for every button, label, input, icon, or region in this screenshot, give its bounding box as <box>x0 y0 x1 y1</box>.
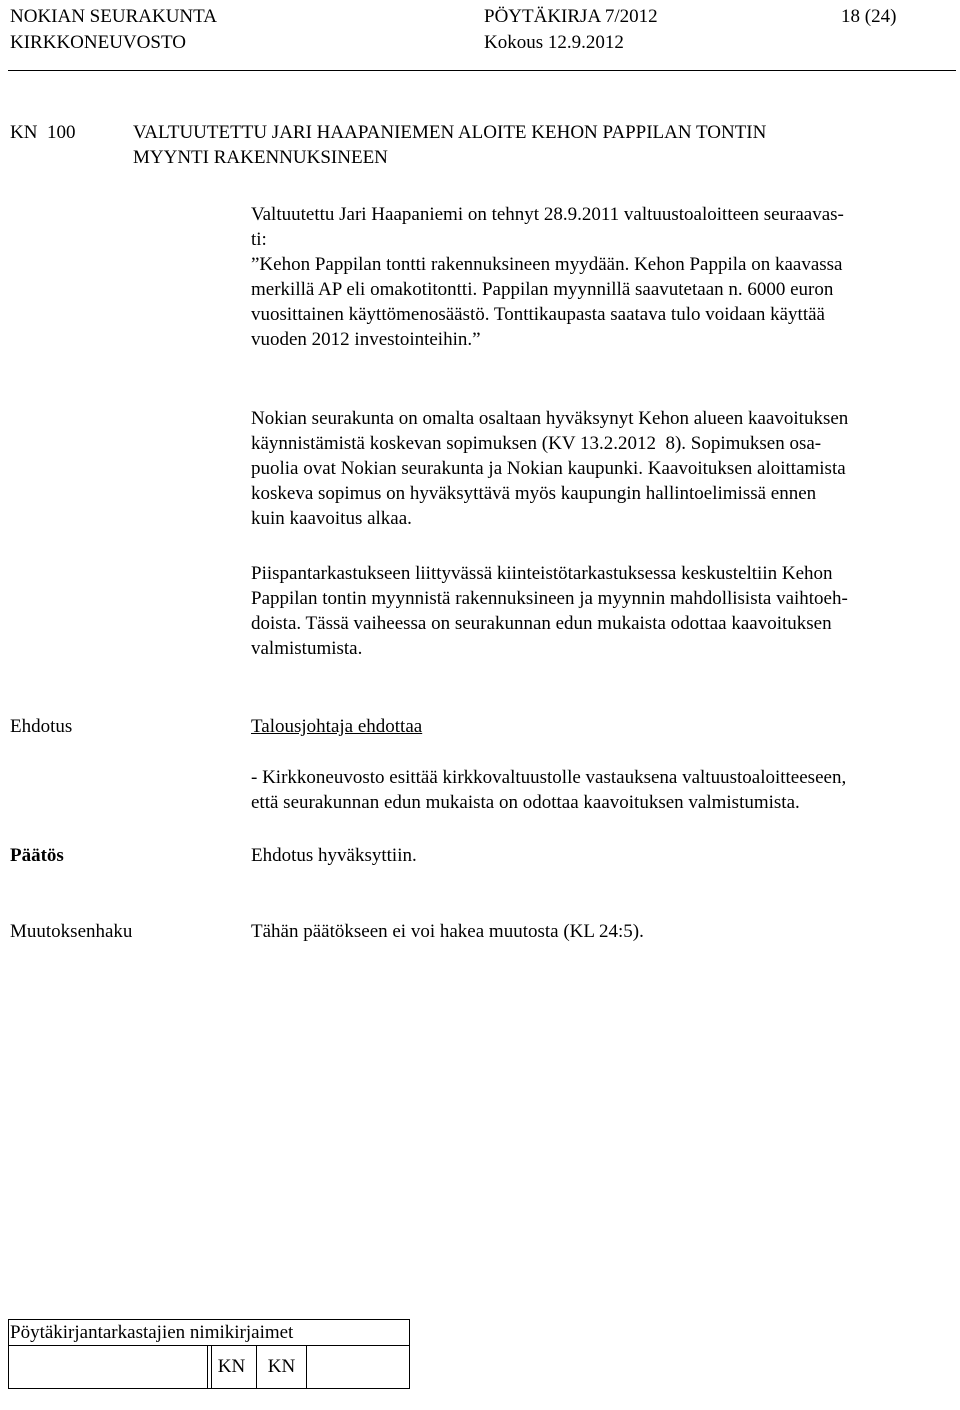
signature-box <box>8 1319 410 1389</box>
paragraph-line: Piispantarkastukseen liittyvässä kiinteistötarkastuksessa keskusteltiin Kehon <box>251 563 833 584</box>
signature-empty-cell <box>9 1346 211 1388</box>
appeal-label: Muutoksenhaku <box>10 921 133 942</box>
paragraph-line: Valtuutettu Jari Haapaniemi on tehnyt 28.9.2011 valtuustoaloitteen seuraavas- <box>251 204 844 225</box>
header-page-number: 18 (24) <box>841 6 897 27</box>
paragraph-line: vuosittainen käyttömenosäästö. Tonttikaupasta saatava tulo voidaan käyttää <box>251 304 825 325</box>
section-number: KN 100 <box>10 122 76 143</box>
appeal-text: Tähän päätökseen ei voi hakea muutosta (KL 24:5). <box>251 921 644 942</box>
header-document: PÖYTÄKIRJA 7/2012 <box>484 6 658 27</box>
paragraph-line: koskeva sopimus on hyväksyttävä myös kaupungin hallintoelimissä ennen <box>251 483 817 504</box>
paragraph-line: merkillä AP eli omakotitontti. Pappilan myynnillä saavutetaan n. 6000 euron <box>251 279 834 300</box>
paragraph-line: Nokian seurakunta on omalta osaltaan hyväksynyt Kehon alueen kaavoituksen <box>251 408 849 429</box>
paragraph-zoning-agreement <box>251 406 951 531</box>
proposal-line: että seurakunnan edun mukaista on odottaa kaavoituksen valmistumista. <box>251 792 800 813</box>
proposal-label: Ehdotus <box>10 716 73 737</box>
section-title-line: MYYNTI RAKENNUKSINEEN <box>133 147 388 168</box>
proposal-heading: Talousjohtaja ehdottaa <box>251 716 423 737</box>
paragraph-line: valmistumista. <box>251 638 363 659</box>
paragraph-line: puolia ovat Nokian seurakunta ja Nokian kaupunki. Kaavoituksen aloittamista <box>251 458 846 479</box>
signature-empty-cell <box>307 1346 409 1388</box>
paragraph-line: doista. Tässä vaiheessa on seurakunnan edun mukaista odottaa kaavoituksen <box>251 613 832 634</box>
section-title-line: VALTUUTETTU JARI HAAPANIEMEN ALOITE KEHON PAPPILAN TONTIN <box>133 122 767 143</box>
paragraph-line: kuin kaavoitus alkaa. <box>251 508 412 529</box>
paragraph-line: vuoden 2012 investointeihin.” <box>251 329 481 350</box>
header-meeting-date: Kokous 12.9.2012 <box>484 32 624 53</box>
signature-box-heading: Pöytäkirjantarkastajien nimikirjaimet <box>9 1320 409 1346</box>
paragraph-initiative <box>251 202 951 352</box>
decision-label: Päätös <box>10 845 64 866</box>
paragraph-line: käynnistämistä koskevan sopimuksen (KV 13.2.2012 8). Sopimuksen osa- <box>251 433 822 454</box>
signature-initials-2: KN <box>257 1346 307 1388</box>
proposal-text <box>251 765 951 815</box>
paragraph-line: ”Kehon Pappilan tontti rakennuksineen myydään. Kehon Pappila on kaavassa <box>251 254 843 275</box>
paragraph-line: ti: <box>251 229 267 250</box>
paragraph-line: Pappilan tontin myynnistä rakennuksineen ja myynnin mahdollisista vaihtoeh- <box>251 588 848 609</box>
decision-text: Ehdotus hyväksyttiin. <box>251 845 417 866</box>
header-rule <box>8 70 956 71</box>
proposal-line: - Kirkkoneuvosto esittää kirkkovaltuustolle vastauksena valtuustoaloitteeseen, <box>251 767 847 788</box>
section-title <box>133 120 933 170</box>
paragraph-inspection <box>251 561 951 661</box>
signature-initials-1: KN <box>207 1346 257 1388</box>
header-body: KIRKKONEUVOSTO <box>10 32 186 53</box>
header-org: NOKIAN SEURAKUNTA <box>10 6 217 27</box>
